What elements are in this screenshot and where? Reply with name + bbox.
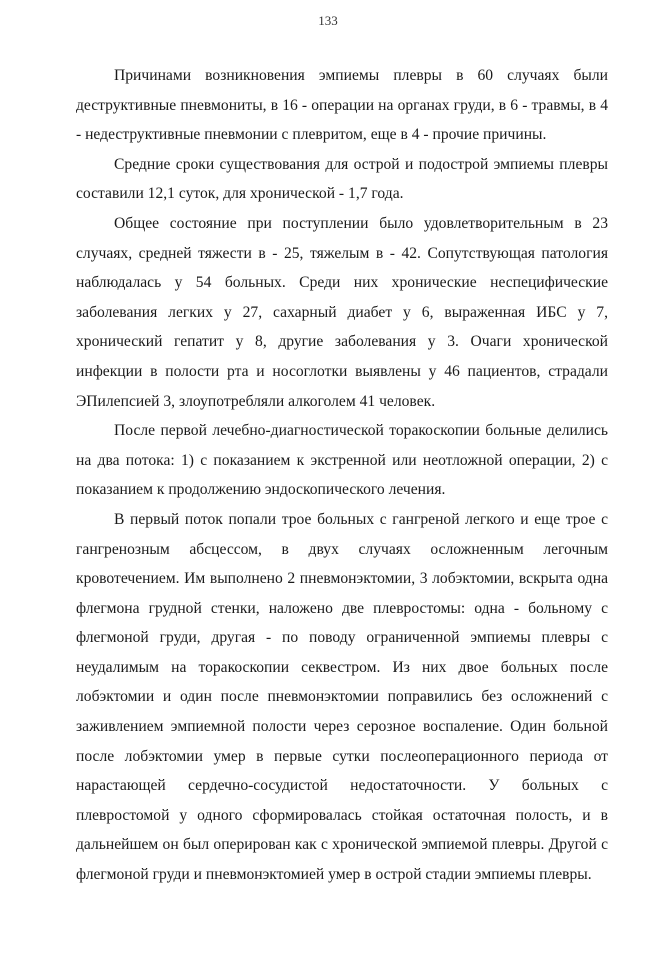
- paragraph-text: Общее состояние при поступлении было удовлетворительным в 23 случаях, средней тяжести в - 25, тяжелым в - 42. Сопутствующая патология наблюдалась у 54 больных. Среди них хронические неспецифические заболевания легких у 27, сахарный диабет у 6, выраженная ИБС у 7, хронический гепатит у 8, другие заболевания у 3. Очаги хронической инфекции в полости рта и носоглотки выявлены у 46 пациентов, страдали ЭПилепсией 3, злоупотребляли алкоголем 41 человек.: [76, 214, 608, 410]
- paragraph: [76, 505, 608, 890]
- paragraph-text: После первой лечебно-диагностической торакоскопии больные делились на два потока: 1) с показанием к экстренной или неотложной операции, 2) с показанием к продолжению эндоскопического лечения.: [76, 422, 608, 499]
- paragraph-text: В первый поток попали трое больных с гангреной легкого и еще трое с гангренозным абсцессом, в двух случаях осложненным легочным кровотечением. Им выполнено 2 пневмонэктомии, 3 лобэктомии, вскрыта одна флегмона грудной стенки, наложено две плевростомы: одна - больному с флегмоной груди, другая - по поводу ограниченной эмпиемы плевры с неудалимым на торакоскопии секвестром. Из них двое больных после лобэктомии и один после пневмонэктомии поправились без осложнений с заживлением эмпиемной полости через серозное воспаление. Один больной после лобэктомии умер в первые сутки послеоперационного периода от нарастающей сердечно-сосудистой недостаточности. У больных с плевростомой у одного сформировалась стойкая остаточная полость, и в дальнейшем он был оперирован как с хронической эмпиемой плевры. Другой с флегмоной груди и пневмонэктомией умер в острой стадии эмпиемы плевры.: [76, 510, 608, 884]
- paragraph: [76, 150, 608, 209]
- paragraph: [76, 209, 608, 416]
- paragraph: [76, 61, 608, 150]
- paragraph: [76, 416, 608, 505]
- document-body: [76, 61, 608, 890]
- paragraph-text: Причинами возникновения эмпиемы плевры в 60 случаях были деструктивные пневмониты, в 16 - операции на органах груди, в 6 - травмы, в 4 - недеструктивные пневмонии с плевритом, еще в 4 - прочие причины.: [76, 67, 608, 144]
- page-number: 133: [318, 13, 338, 28]
- paragraph-text: Средние сроки существования для острой и подострой эмпиемы плевры составили 12,1 суток, для хронической - 1,7 года.: [76, 155, 608, 203]
